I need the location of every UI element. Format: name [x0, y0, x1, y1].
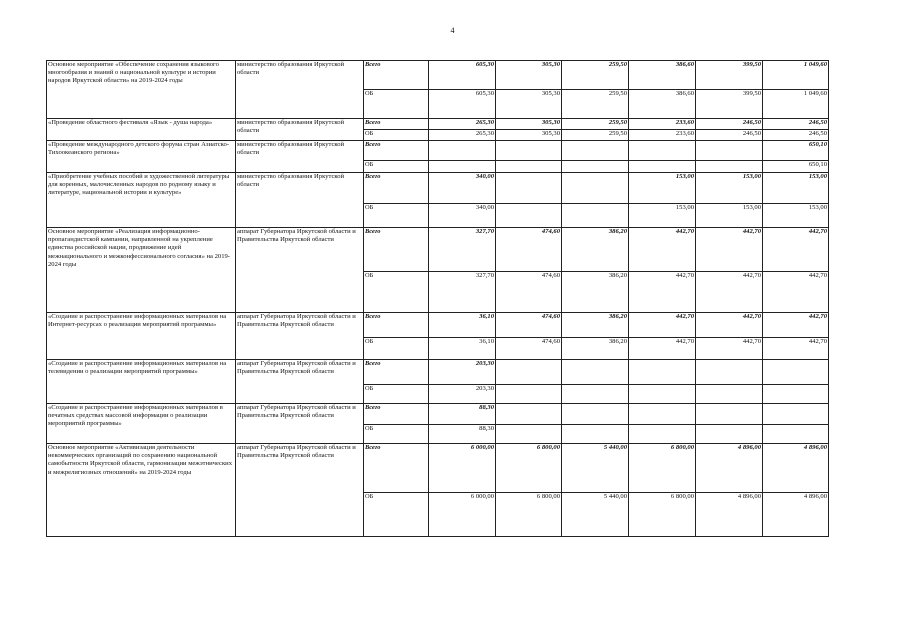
regional-amount-cell: 474,60: [496, 272, 562, 313]
total-amount-cell: [763, 360, 829, 385]
responsible-executor: министерство образования Иркутской области: [236, 119, 364, 141]
total-amount-cell: 246,50: [763, 119, 829, 130]
table-row: [47, 444, 829, 493]
total-amount-cell: [562, 404, 629, 425]
regional-amount-cell: 246,50: [763, 130, 829, 141]
regional-amount-cell: [562, 385, 629, 404]
total-amount-cell: 386,20: [562, 228, 629, 272]
total-amount-cell: 442,70: [629, 313, 696, 338]
regional-amount-cell: [696, 385, 763, 404]
total-amount-cell: 442,70: [629, 228, 696, 272]
regional-amount-cell: [496, 204, 562, 228]
regional-amount-cell: [696, 161, 763, 173]
regional-amount-cell: [696, 425, 763, 444]
regional-amount-cell: 153,00: [696, 204, 763, 228]
responsible-executor: аппарат Губернатора Иркутской области и Правительства Иркутской области: [236, 444, 364, 537]
total-amount-cell: [696, 141, 763, 161]
total-amount-cell: 1 049,60: [763, 61, 829, 90]
regional-amount-cell: [763, 425, 829, 444]
total-amount-cell: 153,00: [629, 173, 696, 204]
funding-source-regional: ОБ: [364, 493, 429, 537]
total-amount-cell: [496, 360, 562, 385]
funding-source-regional: ОБ: [364, 161, 429, 173]
total-amount-cell: 6 800,00: [496, 444, 562, 493]
regional-amount-cell: 442,70: [696, 272, 763, 313]
total-amount-cell: 5 440,00: [562, 444, 629, 493]
regional-amount-cell: 259,50: [562, 130, 629, 141]
total-amount-cell: 203,30: [429, 360, 496, 385]
funding-source-regional: ОБ: [364, 272, 429, 313]
table-row: [47, 61, 829, 90]
activity-description: «Проведение областного фестиваля «Язык - душа народа»: [47, 119, 236, 141]
total-amount-cell: 386,60: [629, 61, 696, 90]
regional-amount-cell: 605,30: [429, 90, 496, 119]
table-row: [47, 404, 829, 425]
total-amount-cell: 442,70: [763, 228, 829, 272]
regional-amount-cell: 386,20: [562, 338, 629, 360]
total-amount-cell: 327,70: [429, 228, 496, 272]
total-amount-cell: 265,30: [429, 119, 496, 130]
activity-description: «Приобретение учебных пособий и художественной литературы для коренных, малочисленных народов по родному языку и литературе, национальной истории и культуре»: [47, 173, 236, 228]
page-number: 4: [450, 26, 455, 35]
table-row: [47, 228, 829, 272]
regional-amount-cell: [496, 385, 562, 404]
total-amount-cell: 340,00: [429, 173, 496, 204]
total-amount-cell: [562, 141, 629, 161]
total-amount-cell: 36,10: [429, 313, 496, 338]
funding-source-regional: ОБ: [364, 385, 429, 404]
total-amount-cell: 88,30: [429, 404, 496, 425]
total-amount-cell: 153,00: [763, 173, 829, 204]
regional-amount-cell: 4 896,00: [763, 493, 829, 537]
regional-amount-cell: 153,00: [629, 204, 696, 228]
regional-amount-cell: [562, 161, 629, 173]
regional-amount-cell: 88,30: [429, 425, 496, 444]
funding-source-total: Всего: [364, 313, 429, 338]
activity-description: Основное мероприятие «Обеспечение сохранения языкового многообразия и знаний о национальной культуре и истории народов Иркутской области» на 2019-2024 годы: [47, 61, 236, 119]
regional-amount-cell: [629, 385, 696, 404]
regional-amount-cell: 442,70: [629, 338, 696, 360]
total-amount-cell: 399,50: [696, 61, 763, 90]
total-amount-cell: 605,30: [429, 61, 496, 90]
regional-amount-cell: 4 896,00: [696, 493, 763, 537]
regional-amount-cell: [562, 425, 629, 444]
total-amount-cell: 153,00: [696, 173, 763, 204]
regional-amount-cell: [562, 204, 629, 228]
total-amount-cell: [496, 173, 562, 204]
budget-table: [46, 60, 829, 537]
regional-amount-cell: 442,70: [629, 272, 696, 313]
regional-amount-cell: 340,00: [429, 204, 496, 228]
funding-source-total: Всего: [364, 173, 429, 204]
funding-source-total: Всего: [364, 61, 429, 90]
regional-amount-cell: 6 000,00: [429, 493, 496, 537]
activity-description: «Создание и распространение информационных материалов на Интернет-ресурсах о реализации мероприятий программы»: [47, 313, 236, 360]
total-amount-cell: 442,70: [696, 228, 763, 272]
total-amount-cell: [429, 141, 496, 161]
responsible-executor: министерство образования Иркутской области: [236, 173, 364, 228]
regional-amount-cell: 6 800,00: [629, 493, 696, 537]
total-amount-cell: [696, 404, 763, 425]
total-amount-cell: [562, 173, 629, 204]
regional-amount-cell: [496, 161, 562, 173]
responsible-executor: аппарат Губернатора Иркутской области и Правительства Иркутской области: [236, 360, 364, 404]
regional-amount-cell: 153,00: [763, 204, 829, 228]
total-amount-cell: 6 000,00: [429, 444, 496, 493]
regional-amount-cell: 265,30: [429, 130, 496, 141]
regional-amount-cell: 36,10: [429, 338, 496, 360]
total-amount-cell: [696, 360, 763, 385]
funding-source-regional: ОБ: [364, 425, 429, 444]
regional-amount-cell: 442,70: [763, 272, 829, 313]
total-amount-cell: 246,50: [696, 119, 763, 130]
responsible-executor: министерство образования Иркутской области: [236, 141, 364, 173]
budget-table-body: [47, 61, 829, 537]
total-amount-cell: 4 896,00: [763, 444, 829, 493]
total-amount-cell: 6 800,00: [629, 444, 696, 493]
regional-amount-cell: 305,30: [496, 90, 562, 119]
responsible-executor: министерство образования Иркутской области: [236, 61, 364, 119]
total-amount-cell: 305,30: [496, 119, 562, 130]
regional-amount-cell: 233,60: [629, 130, 696, 141]
regional-amount-cell: 650,10: [763, 161, 829, 173]
total-amount-cell: 474,60: [496, 228, 562, 272]
funding-source-total: Всего: [364, 119, 429, 130]
regional-amount-cell: [629, 425, 696, 444]
total-amount-cell: 386,20: [562, 313, 629, 338]
activity-description: Основное мероприятие «Реализация информационно-пропагандистской кампании, направленной на укрепление единства российской нации, продвижение идей межнационального и межконфессионального согласия» на 2019-2024 годы: [47, 228, 236, 313]
total-amount-cell: 650,10: [763, 141, 829, 161]
total-amount-cell: 233,60: [629, 119, 696, 130]
regional-amount-cell: [629, 161, 696, 173]
funding-source-total: Всего: [364, 360, 429, 385]
total-amount-cell: [562, 360, 629, 385]
regional-amount-cell: 442,70: [763, 338, 829, 360]
total-amount-cell: [629, 141, 696, 161]
regional-amount-cell: 6 800,00: [496, 493, 562, 537]
table-row: [47, 173, 829, 204]
regional-amount-cell: 327,70: [429, 272, 496, 313]
total-amount-cell: [496, 404, 562, 425]
regional-amount-cell: 5 440,00: [562, 493, 629, 537]
regional-amount-cell: 259,50: [562, 90, 629, 119]
regional-amount-cell: 305,30: [496, 130, 562, 141]
regional-amount-cell: 442,70: [696, 338, 763, 360]
responsible-executor: аппарат Губернатора Иркутской области и Правительства Иркутской области: [236, 228, 364, 313]
table-row: [47, 119, 829, 130]
table-row: [47, 141, 829, 161]
activity-description: Основное мероприятие «Активизация деятельности некоммерческих организаций по сохранению национальной самобытности Иркутской области, гармонизации межэтнических и межрелигиозных отношений» на 2019-2024 годы: [47, 444, 236, 537]
regional-amount-cell: 386,20: [562, 272, 629, 313]
regional-amount-cell: 399,50: [696, 90, 763, 119]
regional-amount-cell: 386,60: [629, 90, 696, 119]
funding-source-regional: ОБ: [364, 338, 429, 360]
funding-source-total: Всего: [364, 228, 429, 272]
total-amount-cell: 442,70: [763, 313, 829, 338]
funding-source-total: Всего: [364, 141, 429, 161]
activity-description: «Проведение международного детского форума стран Азиатско-Тихоокеанского региона»: [47, 141, 236, 173]
total-amount-cell: 259,50: [562, 119, 629, 130]
total-amount-cell: [629, 404, 696, 425]
regional-amount-cell: 203,30: [429, 385, 496, 404]
total-amount-cell: 474,60: [496, 313, 562, 338]
regional-amount-cell: 474,60: [496, 338, 562, 360]
total-amount-cell: [496, 141, 562, 161]
regional-amount-cell: [763, 385, 829, 404]
table-row: [47, 313, 829, 338]
funding-source-regional: ОБ: [364, 130, 429, 141]
total-amount-cell: 259,50: [562, 61, 629, 90]
activity-description: «Создание и распространение информационных материалов на телевидении о реализации мероприятий программы»: [47, 360, 236, 404]
responsible-executor: аппарат Губернатора Иркутской области и Правительства Иркутской области: [236, 313, 364, 360]
funding-source-total: Всего: [364, 404, 429, 425]
regional-amount-cell: 1 049,60: [763, 90, 829, 119]
regional-amount-cell: 246,50: [696, 130, 763, 141]
table-row: [47, 360, 829, 385]
total-amount-cell: [763, 404, 829, 425]
activity-description: «Создание и распространение информационных материалов в печатных средствах массовой информации о реализации мероприятий программы»: [47, 404, 236, 444]
total-amount-cell: 305,30: [496, 61, 562, 90]
responsible-executor: аппарат Губернатора Иркутской области и Правительства Иркутской области: [236, 404, 364, 444]
regional-amount-cell: [496, 425, 562, 444]
total-amount-cell: [629, 360, 696, 385]
regional-amount-cell: [429, 161, 496, 173]
funding-source-total: Всего: [364, 444, 429, 493]
total-amount-cell: 4 896,00: [696, 444, 763, 493]
funding-source-regional: ОБ: [364, 90, 429, 119]
total-amount-cell: 442,70: [696, 313, 763, 338]
funding-source-regional: ОБ: [364, 204, 429, 228]
